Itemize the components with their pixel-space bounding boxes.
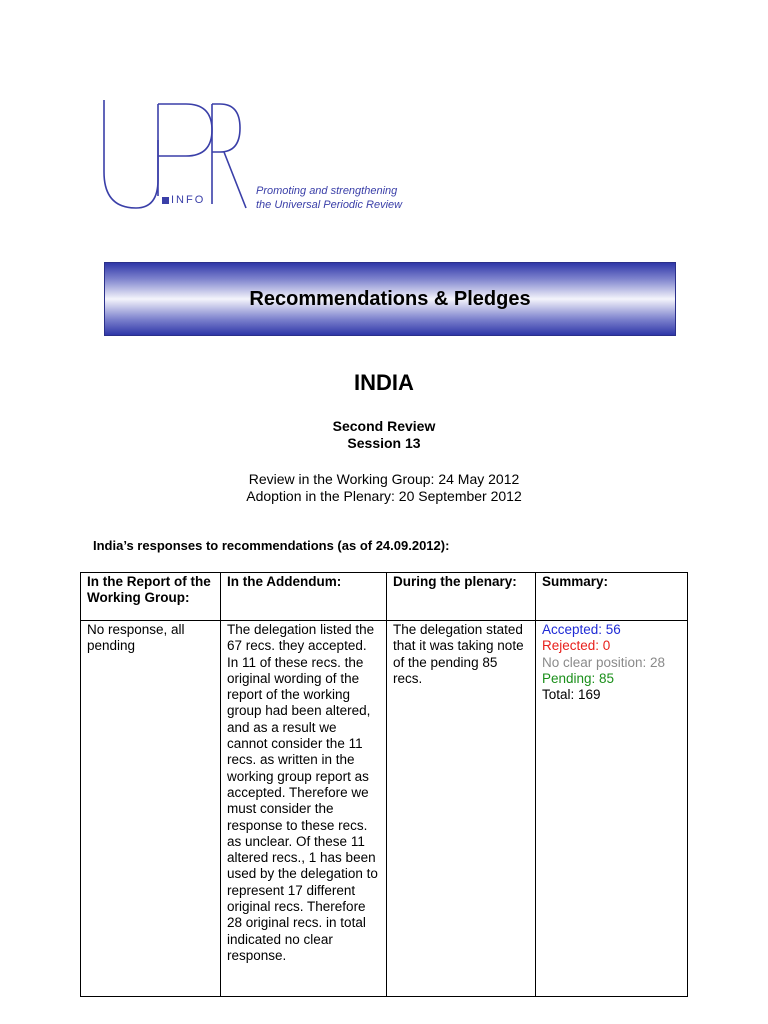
responses-table [80,572,688,997]
summary-accepted: Accepted: 56 [542,622,621,637]
summary-no-clear-position: No clear position: 28 [542,654,666,670]
header-summary: Summary: [536,573,688,621]
summary-total: Total: 169 [542,687,601,703]
header-addendum: In the Addendum: [221,573,387,621]
review-dates [0,471,768,505]
tagline-line-1: Promoting and strengthening [256,185,398,197]
working-group-date: Review in the Working Group: 24 May 2012 [248,471,520,487]
review-session: Session 13 [347,435,421,451]
header-report: In the Report of the Working Group: [81,573,221,621]
cell-addendum: The delegation listed the 67 recs. they accepted. In 11 of these recs. the original wording of the report of the working group had been altered, and as a result we cannot consider the 11 recs. as written in the working group report as accepted. Therefore we must consider the response to these recs. as unclear. Of these 11 altered recs., 1 has been used by the delegation to represent 17 different original recs. Therefore 28 original recs. in total indicated no clear response. [221,621,387,997]
review-type: Second Review [332,418,436,434]
table-row [81,621,688,997]
summary-rejected: Rejected: 0 [542,638,611,654]
upr-info-logo [100,100,250,212]
review-info [0,418,768,452]
summary-pending: Pending: 85 [542,670,615,686]
tagline [256,184,402,212]
tagline-line-2: the Universal Periodic Review [256,199,403,211]
cell-summary [536,621,688,997]
country-heading: INDIA [354,370,414,395]
banner-title: Recommendations & Pledges [249,287,531,310]
logo-info-text: INFO [171,194,206,206]
cell-report: No response, all pending [81,621,221,997]
plenary-date: Adoption in the Plenary: 20 September 2012 [246,488,522,504]
table-caption: India’s responses to recommendations (as of 24.09.2012): [93,538,450,553]
table-header-row [81,573,688,621]
cell-plenary: The delegation stated that it was taking note of the pending 85 recs. [387,621,536,997]
header-plenary: During the plenary: [387,573,536,621]
title-banner [104,262,676,336]
